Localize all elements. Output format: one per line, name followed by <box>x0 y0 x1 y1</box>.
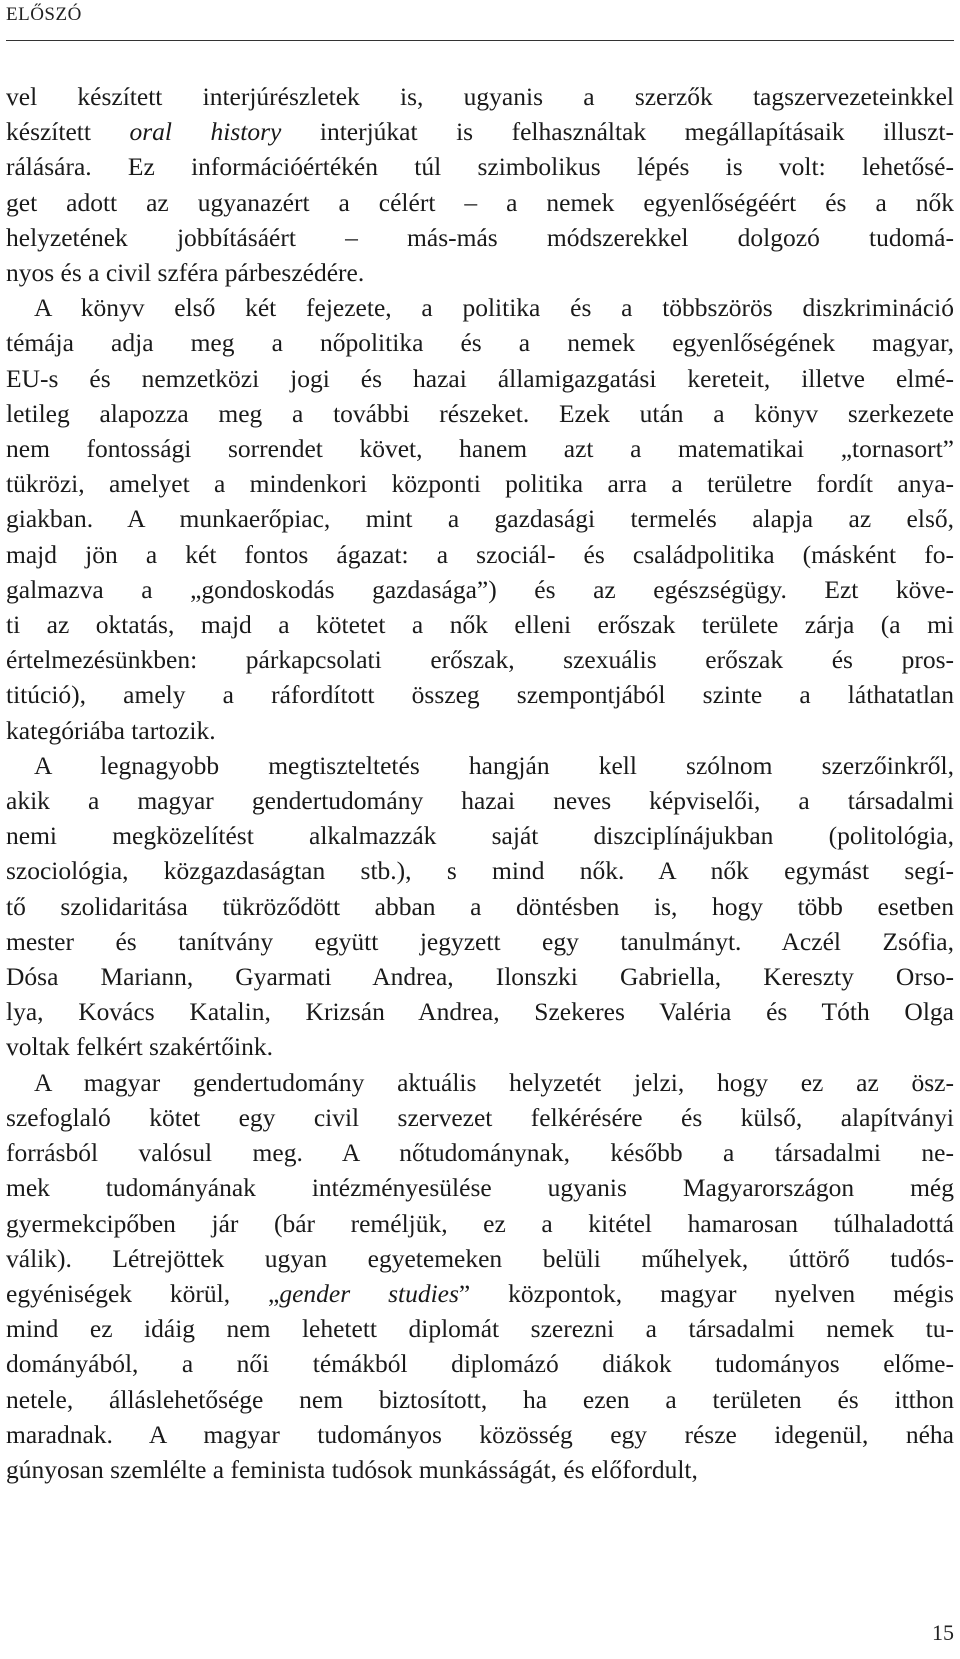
text-line: mind ez idáig nem lehetett diplomát szerezni a társadalmi nemek tu- <box>6 1314 954 1344</box>
text-line: szociológia, közgazdaságtan stb.), s mind nők. A nők egymást segí- <box>6 856 954 886</box>
paragraph <box>6 1065 954 1487</box>
text-line: szefoglaló kötet egy civil szervezet felkérésére és külső, alapítványi <box>6 1102 954 1132</box>
text-line: válik). Létrejöttek ugyan egyetemeken belüli műhelyek, úttörő tudós- <box>6 1243 954 1273</box>
text-line: maradnak. A magyar tudományos közösség egy része idegenül, néha <box>6 1419 954 1449</box>
text-line: rálására. Ez információértékén túl szimbolikus lépés is volt: lehetősé- <box>6 152 954 182</box>
text-line: nemi megközelítést alkalmazzák saját diszciplínájukban (politológia, <box>6 821 954 851</box>
text-line: témája adja meg a nőpolitika és a nemek egyenlőségének magyar, <box>6 328 954 358</box>
text-line: nem fontossági sorrendet követ, hanem azt a matematikai „tornasort” <box>6 434 954 464</box>
text-line: EU-s és nemzetközi jogi és hazai államigazgatási kereteit, illetve elmé- <box>6 363 954 393</box>
text-line: Dósa Mariann, Gyarmati Andrea, Ilonszki Gabriella, Kereszty Orso- <box>6 962 954 992</box>
text-line: nyos és a civil szféra párbeszédére. <box>6 258 365 288</box>
text-line: akik a magyar gendertudomány hazai neves képviselői, a társadalmi <box>6 786 954 816</box>
italic-term: gender studies <box>279 1278 459 1308</box>
page-number: 15 <box>932 1620 954 1645</box>
text-line: lya, Kovács Katalin, Krizsán Andrea, Szekeres Valéria és Tóth Olga <box>6 997 954 1027</box>
header-rule <box>6 40 954 41</box>
text-line: A könyv első két fejezete, a politika és a többszörös diszkrimináció <box>34 293 954 323</box>
text-line: A magyar gendertudomány aktuális helyzetét jelzi, hogy ez az ösz- <box>34 1067 954 1097</box>
text-line: készített oral history interjúkat is felhasználtak megállapításaik illuszt- <box>6 117 954 147</box>
text-line: kategóriába tartozik. <box>6 715 216 745</box>
paragraph <box>6 79 954 290</box>
text-line: mester és tanítvány együtt jegyzett egy tanulmányt. Aczél Zsófia, <box>6 926 954 956</box>
text-line: giakban. A munkaerőpiac, mint a gazdasági termelés alapja az első, <box>6 504 954 534</box>
text-line: majd jön a két fontos ágazat: a szociál- és családpolitika (másként fo- <box>6 539 954 569</box>
text-line: helyzetének jobbításáért – más-más módszerekkel dolgozó tudomá- <box>6 222 954 252</box>
paragraph <box>6 748 954 1065</box>
text-line: titúció), amely a ráfordított összeg szempontjából szinte a láthatatlan <box>6 680 954 710</box>
text-line: tő szolidaritása tükröződött abban a döntésben is, hogy több esetben <box>6 891 954 921</box>
text-line: mek tudományának intézményesülése ugyanis Magyarországon még <box>6 1173 954 1203</box>
running-header: ELŐSZÓ <box>6 4 82 25</box>
text-line: egyéniségek körül, „gender studies” központok, magyar nyelven mégis <box>6 1278 954 1308</box>
text-line: gúnyosan szemlélte a feminista tudósok munkásságát, és előfordult, <box>6 1454 698 1484</box>
text-line: értelmezésünkben: párkapcsolati erőszak, szexuális erőszak és pros- <box>6 645 954 675</box>
italic-term: oral history <box>129 117 282 147</box>
text-line: get adott az ugyanazért a célért – a nemek egyenlőségéért és a nők <box>6 187 954 217</box>
text-line: vel készített interjúrészletek is, ugyanis a szerzők tagszervezeteinkkel <box>6 82 954 111</box>
text-line: gyermekcipőben jár (bár reméljük, ez a kitétel hamarosan túlhaladottá <box>6 1208 954 1238</box>
paragraph <box>6 290 954 748</box>
text-line: dományából, a női témákból diplomázó diákok tudományos előme- <box>6 1349 954 1379</box>
text-line: galmazva a „gondoskodás gazdasága”) és az egészségügy. Ezt köve- <box>6 574 954 604</box>
text-line: voltak felkért szakértőink. <box>6 1032 273 1062</box>
text-line: tükrözi, amelyet a mindenkori központi politika arra a területre fordít anya- <box>6 469 954 499</box>
body-text <box>6 79 954 1487</box>
text-line: A legnagyobb megtiszteltetés hangján kell szólnom szerzőinkről, <box>34 750 954 780</box>
text-line: forrásból valósul meg. A nőtudománynak, később a társadalmi ne- <box>6 1138 954 1168</box>
text-line: ti az oktatás, majd a kötetet a nők elleni erőszak területe zárja (a mi <box>6 610 954 640</box>
text-line: netele, álláslehetősége nem biztosított, ha ezen a területen és itthon <box>6 1384 954 1414</box>
text-line: letileg alapozza meg a további részeket. Ezek után a könyv szerkezete <box>6 398 954 428</box>
